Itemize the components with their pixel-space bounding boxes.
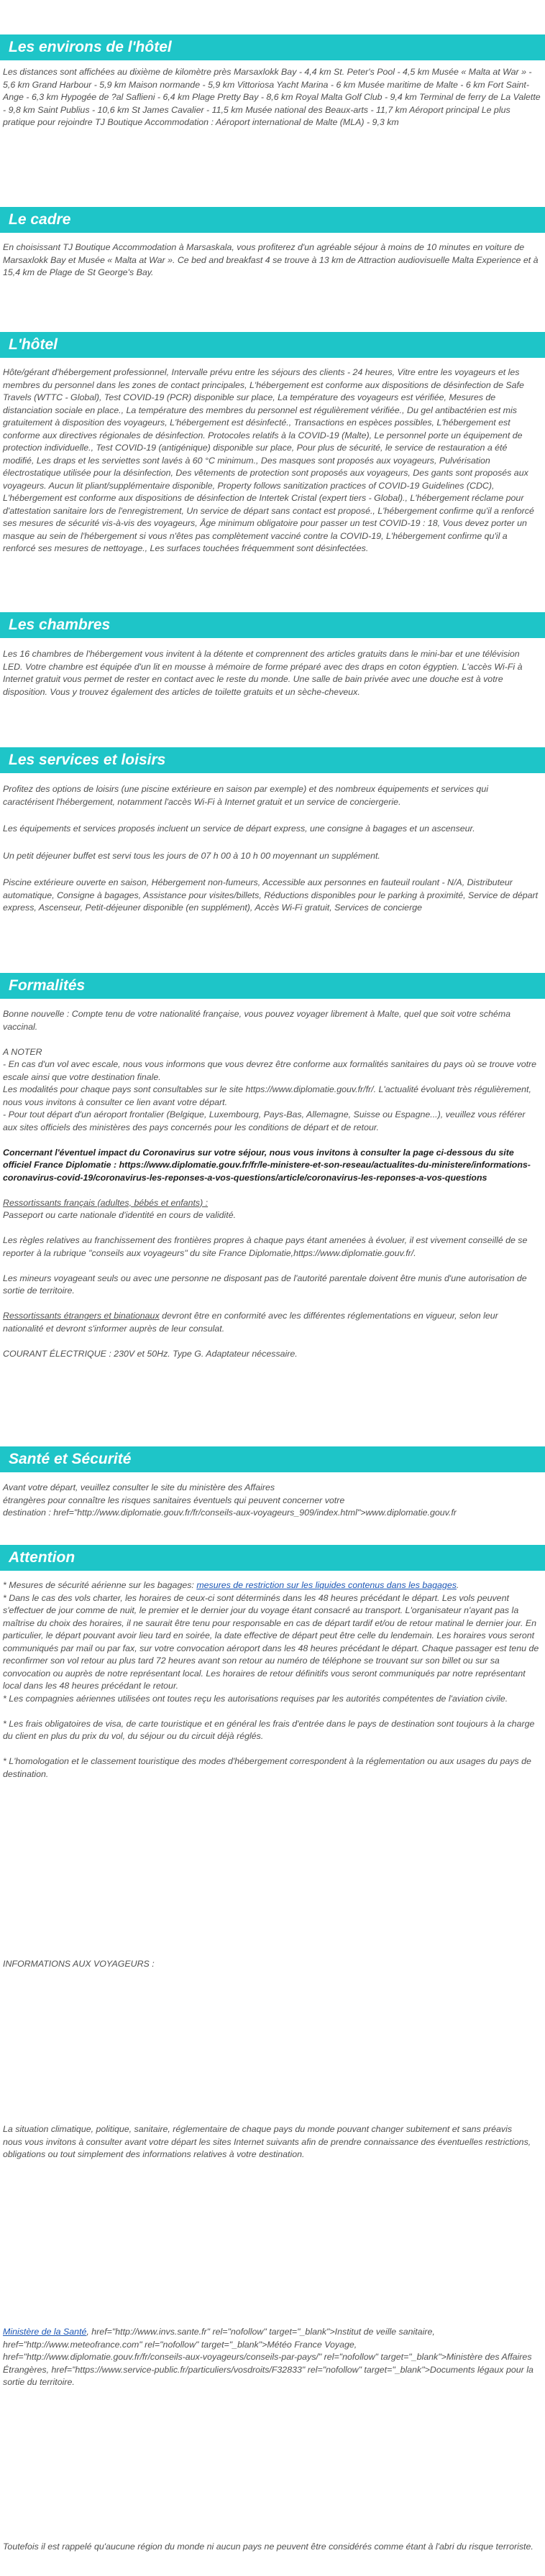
section-header-environs: Les environs de l'hôtel — [0, 34, 545, 60]
ressortissants-francais-label: Ressortissants français (adultes, bébés et enfants) : — [3, 1197, 209, 1208]
bonne-nouvelle-text: Bonne nouvelle : Compte tenu de votre nationalité française, vous pouvez voyager librement à Malte, quel que soit votre schéma vaccinal. — [3, 1009, 510, 1032]
chambres-text: Les 16 chambres de l'hébergement vous invitent à la détente et comprennent des articles gratuits dans le mini-bar et une télévision LED. Votre chambre est équipée d'un lit en mousse à mémoire de forme préparé avec des draps en coton égyptien. L'accès Wi-Fi à Internet gratuit vous permet de rester en contact avec le reste du monde. Une salle de bain privée avec une douche est à votre disposition. Vous y trouvez également des articles de toilette gratuits et un sèche-cheveux. — [3, 649, 523, 697]
sante-line: étrangères pour connaître les risques sanitaires éventuels qui peuvent concerner votre — [3, 1495, 345, 1505]
section-body-cadre — [3, 241, 541, 280]
section-body-formalites — [3, 1008, 541, 1360]
cadre-text: En choisissant TJ Boutique Accommodation à Marsaskala, vous profiterez d'un agréable séjour à moins de 10 minutes en voiture de Marsaxlokk Bay et Musée « Malta at War ». Ce bed and breakfast 4 se trouve à 13 km de Attraction audiovisuelle Malta Experience et à 15,4 km de Plage de St George's Bay. — [3, 242, 539, 277]
homologation-text: * L'homologation et le classement touristique des modes d'hébergement correspondent à la réglementation ou aux usages du pays de destination. — [3, 1756, 531, 1779]
passeport-text: Passeport ou carte nationale d'identité en cours de validité. — [3, 1210, 237, 1220]
ministere-sante-link[interactable]: Ministère de la Santé — [3, 2327, 87, 2337]
invitation-text: nous vous invitons à consulter avant votre départ les sites Internet suivants afin de prendre connaissance des éventuelles restrictions, obligations ou tout simplement des informations relatives à votre destination. — [3, 2136, 531, 2159]
section-header-attention: Attention — [0, 1545, 545, 1571]
section-header-cadre: Le cadre — [0, 207, 545, 233]
courant-electrique-text: COURANT ÉLECTRIQUE : 230V et 50Hz. Type G. Adaptateur nécessaire. — [3, 1348, 298, 1359]
section-header-hotel: L'hôtel — [0, 332, 545, 358]
regles-text: Les règles relatives au franchissement des frontières propres à chaque pays étant amenées à évoluer, il est vivement conseillé de se reporter à la rubrique "conseils aux voyageurs" du site France Diplomatie,https://www.diplomatie.gouv.fr/. — [3, 1235, 528, 1258]
mesures-securite-text — [3, 1579, 541, 1592]
mineurs-text: Les mineurs voyageant seuls ou avec une personne ne disposant pas de l'autorité parentale doivent être munis d'une autorisation de sortie de territoire. — [3, 1273, 527, 1296]
vols-charter-text: * Dans le cas des vols charter, les horaires de ceux-ci sont déterminés dans les 48 heures précédant le départ. Les vols peuvent s'effectuer de jour comme de nuit, le premier et le dernier jour du voyage étant consacré au transport. L'organisateur n'ayant pas la maîtrise du choix des horaires, il ne saurait être tenu pour responsable en cas de départ tardif et/ou de retour matinal le dernier jour. En particulier, le départ pouvant avoir lieu tard en soirée, la date effective de départ peut être celle du lendemain. Les horaires vous seront communiqués par mail ou par fax, sur votre convocation aéroport dans les 48 heures précédant le départ. Chaque passager est tenu de reconfirmer son vol retour au plus tard 72 heures avant son retour au numéro de téléphone se trouvant sur son billet ou sur sa convocation ou auprès de notre représentant local. Les horaires de retour définitifs vous seront communiqués par notre représentant local dans les 48 heures précédant le retour. — [3, 1592, 539, 1691]
mesures-prefix: * Mesures de sécurité aérienne sur les bagages: — [3, 1580, 197, 1590]
sante-line: Avant votre départ, veuillez consulter le site du ministère des Affaires — [3, 1482, 275, 1492]
sites-officiels-text — [3, 2326, 541, 2389]
sites-officiels-block — [3, 2326, 541, 2389]
section-body-services — [3, 783, 541, 915]
etrangers-label: Ressortissants étrangers et binationaux — [3, 1311, 160, 1321]
terrorisme-text: Toutefois il est rappelé qu'aucune région du monde ni aucun pays ne peuvent être considérés comme étant à l'abri du risque terroriste. — [3, 2542, 533, 2552]
sante-line: destination : href="http://www.diplomatie.gouv.fr/fr/conseils-aux-voyageurs_909/index.html">www.diplomatie.gouv.fr — [3, 1508, 457, 1518]
restriction-liquides-link[interactable]: mesures de restriction sur les liquides contenus dans les bagages — [196, 1580, 457, 1590]
coronavirus-notice: Concernant l'éventuel impact du Coronavirus sur votre séjour, nous vous invitons à consulter la page ci-dessous du site officiel France Diplomatie : https://www.diplomatie.gouv.fr/fr/le-ministere-et-son-reseau/actualites-du-ministere/informations-coronavirus-covid-19/coronavirus-les-reponses-a-vos-questions/article/coronavirus-les-reponses-a-vos-questions — [3, 1147, 531, 1183]
frontalier-text: - Pour tout départ d'un aéroport frontalier (Belgique, Luxembourg, Pays-Bas, Allemagne, Suisse ou Espagne...), veuillez vous référer aux sites officiels des ministères des pays concernés pour les conditions de départ et de retour. — [3, 1109, 526, 1132]
hotel-text: Hôte/gérant d'hébergement professionnel, Intervalle prévu entre les séjours des clients - 24 heures, Vitre entre les voyageurs et les membres du personnel dans les zones de contact principales, L'hébergement est conforme aux dispositions de désinfection de Safe Travels (WTTC - Global), Test COVID-19 (PCR) disponible sur place, La température des voyageurs est vérifiée, Mesures de distanciation sociale en place., La température des membres du personnel est régulièrement vérifiée., Du gel antibactérien est mis gratuitement à disposition des voyageurs, L'hébergement est désinfecté., Transactions en espèces possibles, L'hébergement est conforme aux directives régionales de désinfection. Protocoles relatifs à la COVID-19 (Malte), Le personnel porte un équipement de protection individuelle., Test COVID-19 (antigénique) disponible sur place, Pour plus de sécurité, le service de restauration a été modifié, Les draps et les serviettes sont lavés à 60 °C minimum., Des masques sont proposés aux voyageurs, Pulvérisation électrostatique utilisée pour la désinfection, Des vêtements de protection sont proposés aux voyageurs, Des gants sont proposés aux voyageurs. Aucun lit pliant/supplémentaire disponible, Property follows sanitization practices of COVID-19 Guidelines (CDC), L'hébergement est conforme aux dispositions de désinfection de Intertek Cristal (expert tiers - Global)., L'hébergement réclame pour d'attestation sanitaire lors de l'enregistrement, Un service de départ sans contact est proposé., L'hébergement confirme qu'il a renforcé ses mesures de sécurité vis-à-vis des voyageurs, Âge minimum obligatoire pour passer un test COVID-19 : 18, Vous devez porter un masque au sein de l'hébergement si vous n'êtes pas complètement vacciné contre la COVID-19, L'hébergement confirme qu'il a renforcé ses mesures de nettoyage., Les surfaces touchées fréquemment sont désinfectées. — [3, 367, 534, 553]
environs-text: Les distances sont affichées au dixième de kilomètre près Marsaxlokk Bay - 4,4 km St. Peter's Pool - 4,5 km Musée « Malta at War » - 5,6 km Grand Harbour - 5,9 km Maison normande - 5,9 km Vittoriosa Yacht Marina - 6 km Musée maritime de Malte - 6 km Fort Saint-Ange - 6,3 km Hypogée de ?al Saflieni - 6,4 km Plage Pretty Bay - 8,6 km Royal Malta Golf Club - 9,4 km Terminal de ferry de La Valette - 9,8 km Saint Publius - 10,6 km St James Cavalier - 11,5 km Musée national des Beaux-arts - 11,7 km Aéroport principal Le plus pratique pour rejoindre TJ Boutique Accommodation : Aéroport international de Malte (MLA) - 9,3 km — [3, 67, 541, 127]
frais-obligatoires-text: * Les frais obligatoires de visa, de carte touristique et en général les frais d'entrée dans le pays de destination sont toujours à la charge du client en plus du prix du vol, du séjour ou du circuit déjà réglés. — [3, 1718, 535, 1741]
etrangers-paragraph — [3, 1310, 541, 1335]
section-header-services: Les services et loisirs — [0, 747, 545, 773]
mesures-suffix: . — [456, 1580, 459, 1590]
services-paragraph: Les équipements et services proposés incluent un service de départ express, une consigne à bagages et un ascenseur. — [3, 823, 475, 834]
situation-block — [3, 2123, 541, 2161]
sites-officiels-rest: , href="http://www.invs.sante.fr" rel="nofollow" target="_blank">Institut de veille sanitaire, href="http://www.meteofrance.com" rel="nofollow" target="_blank">Météo France Voyage, href="http://www.diplomatie.gouv.fr/fr/conseils-aux-voyageurs/conseils-par-pays/" rel="nofollow" target="_blank">Ministère des Affaires Étrangères, href="https://www.service-public.fr/particuliers/vosdroits/F32833" rel="nofollow" target="_blank">Documents légaux pour la sortie du territoire. — [3, 2327, 533, 2387]
a-noter-heading: A NOTER — [3, 1046, 42, 1057]
terrorisme-block — [3, 2541, 541, 2554]
escale-text: - En cas d'un vol avec escale, nous vous informons que vous devrez être conforme aux formalités sanitaires du pays où se trouve votre escale ainsi que votre destination finale. — [3, 1059, 537, 1082]
section-header-sante: Santé et Sécurité — [0, 1446, 545, 1472]
situation-text: La situation climatique, politique, sanitaire, réglementaire de chaque pays du monde pouvant changer subitement et sans préavis — [3, 2124, 513, 2134]
etrangers-text: devront être en conformité avec les différentes réglementations en vigueur, selon leur nationalité et devront s'informer auprès de leur consulat. — [3, 1311, 498, 1334]
informations-voyageurs-block — [3, 1958, 541, 1971]
services-paragraph: Profitez des options de loisirs (une piscine extérieure en saison par exemple) et des nombreux équipements et services qui caractérisent l'hébergement, notamment l'accès Wi-Fi à Internet gratuit et un service de conciergerie. — [3, 784, 488, 807]
section-body-hotel — [3, 366, 541, 555]
section-body-sante — [3, 1482, 541, 1520]
section-header-formalites: Formalités — [0, 973, 545, 999]
section-header-chambres: Les chambres — [0, 612, 545, 638]
section-body-environs — [3, 66, 541, 129]
section-body-chambres — [3, 648, 541, 698]
informations-voyageurs-heading: INFORMATIONS AUX VOYAGEURS : — [3, 1959, 155, 1969]
services-paragraph: Piscine extérieure ouverte en saison, Hébergement non-fumeurs, Accessible aux personnes en fauteuil roulant - N/A, Distributeur automatique, Consigne à bagages, Assistance pour visites/billets, Réductions disponibles pour le parking à proximité, Service de départ express, Ascenseur, Petit-déjeuner disponible (en supplément), Accès Wi-Fi gratuit, Services de concierge — [3, 877, 539, 913]
services-paragraph: Un petit déjeuner buffet est servi tous les jours de 07 h 00 à 10 h 00 moyennant un supplément. — [3, 850, 380, 861]
modalites-text: Les modalités pour chaque pays sont consultables sur le site https://www.diplomatie.gouv.fr/fr/. L'actualité évoluant très régulièrement, nous vous invitons à consulter ce lien avant votre départ. — [3, 1084, 531, 1107]
compagnies-text: * Les compagnies aériennes utilisées ont toutes reçu les autorisations requises par les autorités compétentes de l'aviation civile. — [3, 1693, 508, 1704]
section-body-attention — [3, 1579, 541, 1781]
